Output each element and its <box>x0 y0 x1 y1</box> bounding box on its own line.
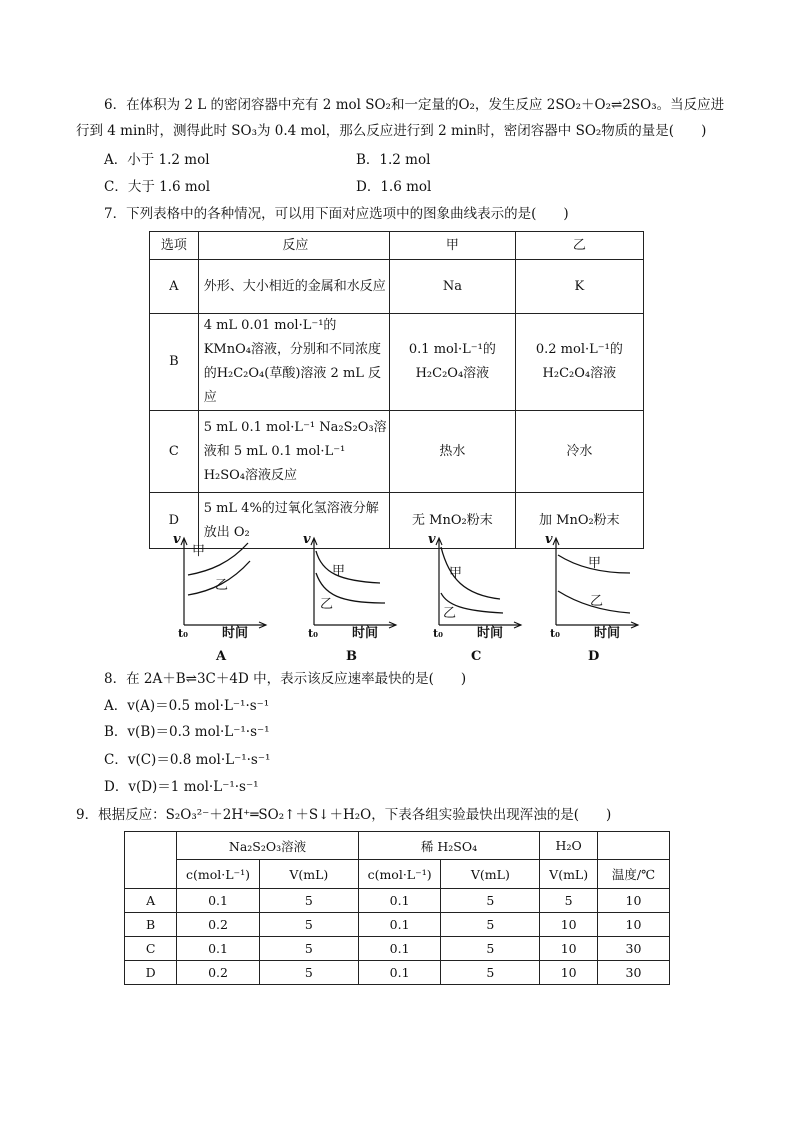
q9-cell: B <box>125 913 177 937</box>
q9-cell: 30 <box>597 961 669 985</box>
q6-option-a: A．小于 1.2 mol <box>104 152 210 168</box>
q9-corner-cell <box>125 832 177 889</box>
graph-b <box>303 533 396 664</box>
q7-row-option: D <box>150 493 199 549</box>
graph-curve-lower-label: 乙 <box>590 594 604 609</box>
q9-cell: 10 <box>597 913 669 937</box>
q9-sub-header: c(mol·L⁻¹) <box>177 860 260 889</box>
graph-curve-upper <box>316 551 380 583</box>
q9-cell: 0.1 <box>177 889 260 913</box>
q9-cell: 30 <box>597 937 669 961</box>
q9-sub-header-row <box>125 860 670 889</box>
graph-curve-upper-label: 甲 <box>449 566 463 581</box>
graph-x-label: 时间 <box>477 626 504 641</box>
graph-curve-lower-label: 乙 <box>320 597 334 612</box>
q7-row-reaction: 5 mL 0.1 mol·L⁻¹ Na₂S₂O₃溶液和 5 mL 0.1 mol·L⁻¹ H₂SO₄溶液反应 <box>198 411 389 493</box>
q9-cell: 5 <box>259 961 358 985</box>
graph-curve-upper-label: 甲 <box>588 556 602 571</box>
graph-letter: D <box>588 649 600 664</box>
q9-cell: 5 <box>259 889 358 913</box>
q9-cell: 5 <box>441 937 540 961</box>
q7-header-option: 选项 <box>150 232 199 260</box>
graph-x-label: 时间 <box>222 626 249 641</box>
q6-stem-line2: 行到 4 min时，测得此时 SO₃为 0.4 mol，那么反应进行到 2 min时，密闭容器中 SO₂物质的量是( ) <box>76 123 707 139</box>
q9-cell: 0.1 <box>177 937 260 961</box>
table-row <box>125 889 670 913</box>
q7-row-yi: 0.2 mol·L⁻¹的 H₂C₂O₄溶液 <box>515 314 643 411</box>
q7-row-jia: Na <box>390 260 516 314</box>
q9-cell: 0.1 <box>358 889 441 913</box>
q6-option-b: B．1.2 mol <box>356 152 431 168</box>
q7-row-jia: 热水 <box>390 411 516 493</box>
graph-y-label: v <box>545 533 553 547</box>
q9-group-h2so4: 稀 H₂SO₄ <box>358 832 540 860</box>
q7-row-yi: K <box>515 260 643 314</box>
q7-table-header <box>150 232 644 260</box>
q9-sub-header: 温度/℃ <box>597 860 669 889</box>
q9-cell: 5 <box>259 913 358 937</box>
q9-sub-header: c(mol·L⁻¹) <box>358 860 441 889</box>
q9-cell: 0.1 <box>358 913 441 937</box>
graph-y-label: v <box>303 533 311 547</box>
q7-header-jia: 甲 <box>390 232 516 260</box>
graph-x-label: 时间 <box>594 626 621 641</box>
q7-table-row <box>150 314 644 411</box>
q9-cell: C <box>125 937 177 961</box>
q7-row-option: A <box>150 260 199 314</box>
q7-row-jia: 无 MnO₂粉末 <box>390 493 516 549</box>
q9-cell: 0.2 <box>177 913 260 937</box>
q8-option-a: A．v(A)＝0.5 mol·L⁻¹·s⁻¹ <box>104 698 270 714</box>
q9-group-empty <box>597 832 669 860</box>
q7-row-reaction: 外形、大小相近的金属和水反应 <box>198 260 389 314</box>
table-row <box>125 937 670 961</box>
q9-sub-header: V(mL) <box>441 860 540 889</box>
q7-row-yi: 加 MnO₂粉末 <box>515 493 643 549</box>
graph-c <box>428 533 521 664</box>
graph-letter: B <box>346 649 357 664</box>
q9-cell: 10 <box>540 913 598 937</box>
graph-origin-label: t₀ <box>308 627 318 640</box>
graph-curve-lower-label: 乙 <box>215 578 229 593</box>
graph-d <box>545 533 638 664</box>
q7-row-reaction: 4 mL 0.01 mol·L⁻¹的 KMnO₄溶液，分别和不同浓度的H₂C₂O₄(草酸)溶液 2 mL 反应 <box>198 314 389 411</box>
q9-group-na2s2o3: Na₂S₂O₃溶液 <box>177 832 359 860</box>
table-row <box>125 913 670 937</box>
q9-cell: 5 <box>259 937 358 961</box>
graph-y-label: v <box>173 533 181 547</box>
q9-cell: 0.2 <box>177 961 260 985</box>
q9-cell: 5 <box>441 913 540 937</box>
q8-stem: 8．在 2A＋B⇌3C＋4D 中，表示该反应速率最快的是( ) <box>104 671 467 687</box>
q9-cell: D <box>125 961 177 985</box>
q8-option-b: B．v(B)＝0.3 mol·L⁻¹·s⁻¹ <box>104 724 270 740</box>
graph-letter: C <box>471 649 482 664</box>
q7-row-option: B <box>150 314 199 411</box>
graph-origin-label: t₀ <box>178 627 188 640</box>
q7-row-reaction: 5 mL 4%的过氧化氢溶液分解放出 O₂ <box>198 493 389 549</box>
q7-row-option: C <box>150 411 199 493</box>
graph-origin-label: t₀ <box>550 627 560 640</box>
graph-letter: A <box>216 649 227 664</box>
q6-stem-line1: 6．在体积为 2 L 的密闭容器中充有 2 mol SO₂和一定量的O₂，发生反应 2SO₂＋O₂⇌2SO₃。当反应进 <box>104 97 725 113</box>
graph-a <box>173 533 266 664</box>
q9-group-h2o: H₂O <box>540 832 598 860</box>
q9-cell: 10 <box>540 961 598 985</box>
q9-group-header-row <box>125 832 670 860</box>
q9-sub-header: V(mL) <box>540 860 598 889</box>
q6-option-d: D．1.6 mol <box>356 179 432 195</box>
q7-row-jia: 0.1 mol·L⁻¹的 H₂C₂O₄溶液 <box>390 314 516 411</box>
q9-cell: 5 <box>441 961 540 985</box>
graph-curve-upper-label: 甲 <box>332 564 346 579</box>
q7-row-yi: 冷水 <box>515 411 643 493</box>
graph-curve-upper-label: 甲 <box>192 544 206 559</box>
graph-origin-label: t₀ <box>433 627 443 640</box>
q7-table-row <box>150 260 644 314</box>
q8-option-c: C．v(C)＝0.8 mol·L⁻¹·s⁻¹ <box>104 752 271 768</box>
q7-table <box>149 231 644 549</box>
q9-cell: 5 <box>441 889 540 913</box>
q9-stem: 9．根据反应：S₂O₃²⁻＋2H⁺═SO₂↑＋S↓＋H₂O，下表各组实验最快出现浑浊的是( ) <box>76 807 612 823</box>
q9-cell: 10 <box>540 937 598 961</box>
q9-cell: 10 <box>597 889 669 913</box>
q7-header-reaction: 反应 <box>198 232 389 260</box>
q6-option-c: C．大于 1.6 mol <box>104 179 211 195</box>
q9-table <box>124 831 670 985</box>
q9-cell: 0.1 <box>358 937 441 961</box>
q7-stem: 7．下列表格中的各种情况，可以用下面对应选项中的图象曲线表示的是( ) <box>104 206 569 222</box>
q9-cell: 5 <box>540 889 598 913</box>
graph-curve-lower-label: 乙 <box>443 606 457 621</box>
q9-cell: A <box>125 889 177 913</box>
graph-y-label: v <box>428 533 436 547</box>
graph-x-label: 时间 <box>352 626 379 641</box>
q7-graphs <box>160 533 660 668</box>
q8-option-d: D．v(D)＝1 mol·L⁻¹·s⁻¹ <box>104 779 259 795</box>
table-row <box>125 961 670 985</box>
q9-cell: 0.1 <box>358 961 441 985</box>
q7-header-yi: 乙 <box>515 232 643 260</box>
q7-table-row <box>150 411 644 493</box>
q9-sub-header: V(mL) <box>259 860 358 889</box>
